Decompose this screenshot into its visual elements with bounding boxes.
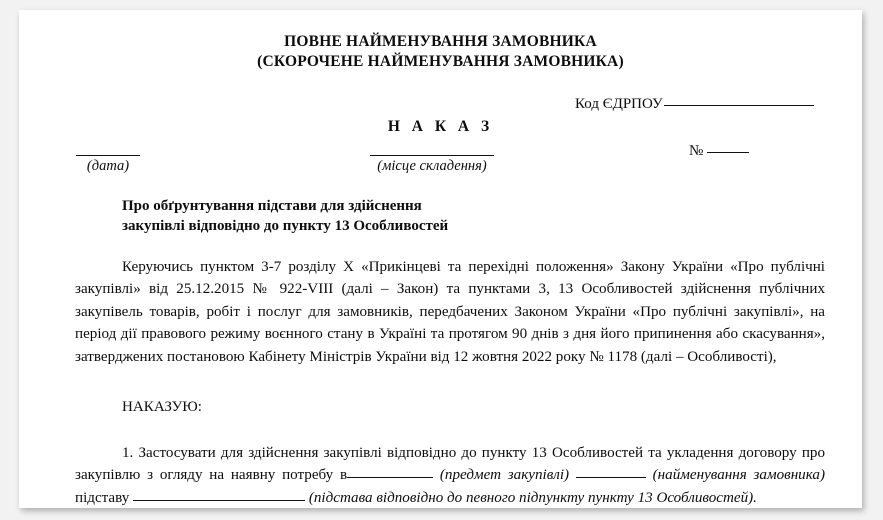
edrpou-row: [575, 96, 814, 113]
item1-note-subject: (предмет закупівлі): [439, 467, 570, 484]
subject-line-1: Про обґрунтування підстави для здійснення: [122, 198, 422, 214]
item1-part2: підставу: [75, 489, 130, 506]
document-canvas: [19, 10, 862, 508]
item1-note-ground: (підстава відповідно до певного підпункту пункту 13 Особливостей).: [308, 489, 757, 506]
order-item-1-paragraph: [75, 442, 825, 508]
place-blank-line[interactable]: [370, 143, 494, 156]
place-block: [370, 143, 494, 175]
number-block: [689, 143, 749, 160]
preamble-paragraph: Керуючись пунктом 3-7 розділу X «Прикінцеві та перехідні положення» Закону України «Про публічні закупівлі» від 25.12.2015 № 922-VIII (далі – Закон) та пунктами 3, 13 Особливостей здійснення публічних закупівель товарів, робіт і послуг для замовників, передбачених Законом України «Про публічні закупівлі», на період дії правового режиму воєнного стану в Україні та протягом 90 днів з дня його припинення або скасування», затверджених постановою Кабінету Міністрів України від 12 жовтня 2022 року № 1178 (далі – Особливості),: [75, 259, 825, 365]
item1-subject-blank[interactable]: [347, 477, 433, 478]
document-type-title: Н А К А З: [387, 118, 494, 135]
edrpou-blank-line[interactable]: [664, 105, 814, 106]
item1-part1: 1. Застосувати для здійснення закупівлі відповідно до пункту 13 Особливостей та укладення договору про закупівлю з огляду на наявну потребу в: [75, 445, 825, 484]
date-blank-line[interactable]: [76, 143, 140, 156]
order-item-1: [75, 442, 825, 508]
number-blank-line[interactable]: [707, 152, 749, 153]
preamble-section: [75, 256, 825, 368]
item1-note-customer: (найменування замовника): [652, 467, 825, 484]
number-label: №: [689, 143, 704, 159]
item1-ground-blank[interactable]: [133, 500, 305, 501]
order-keyword: НАКАЗУЮ:: [122, 399, 202, 415]
organization-short-name: (СКОРОЧЕНЕ НАЙМЕНУВАННЯ ЗАМОВНИКА): [257, 53, 624, 70]
subject-line-2: закупівлі відповідно до пункту 13 Особливостей: [122, 218, 449, 234]
item1-customer-blank[interactable]: [576, 477, 646, 478]
date-label: (дата): [86, 158, 130, 174]
organization-header: [19, 10, 862, 72]
organization-full-name: ПОВНЕ НАЙМЕНУВАННЯ ЗАМОВНИКА: [284, 33, 597, 50]
document-page: [19, 10, 862, 508]
place-label: (місце складення): [377, 158, 487, 174]
edrpou-label: Код ЄДРПОУ: [575, 96, 663, 112]
document-meta-row: [19, 143, 862, 183]
subject-heading: [122, 196, 552, 236]
date-block: [76, 143, 140, 175]
